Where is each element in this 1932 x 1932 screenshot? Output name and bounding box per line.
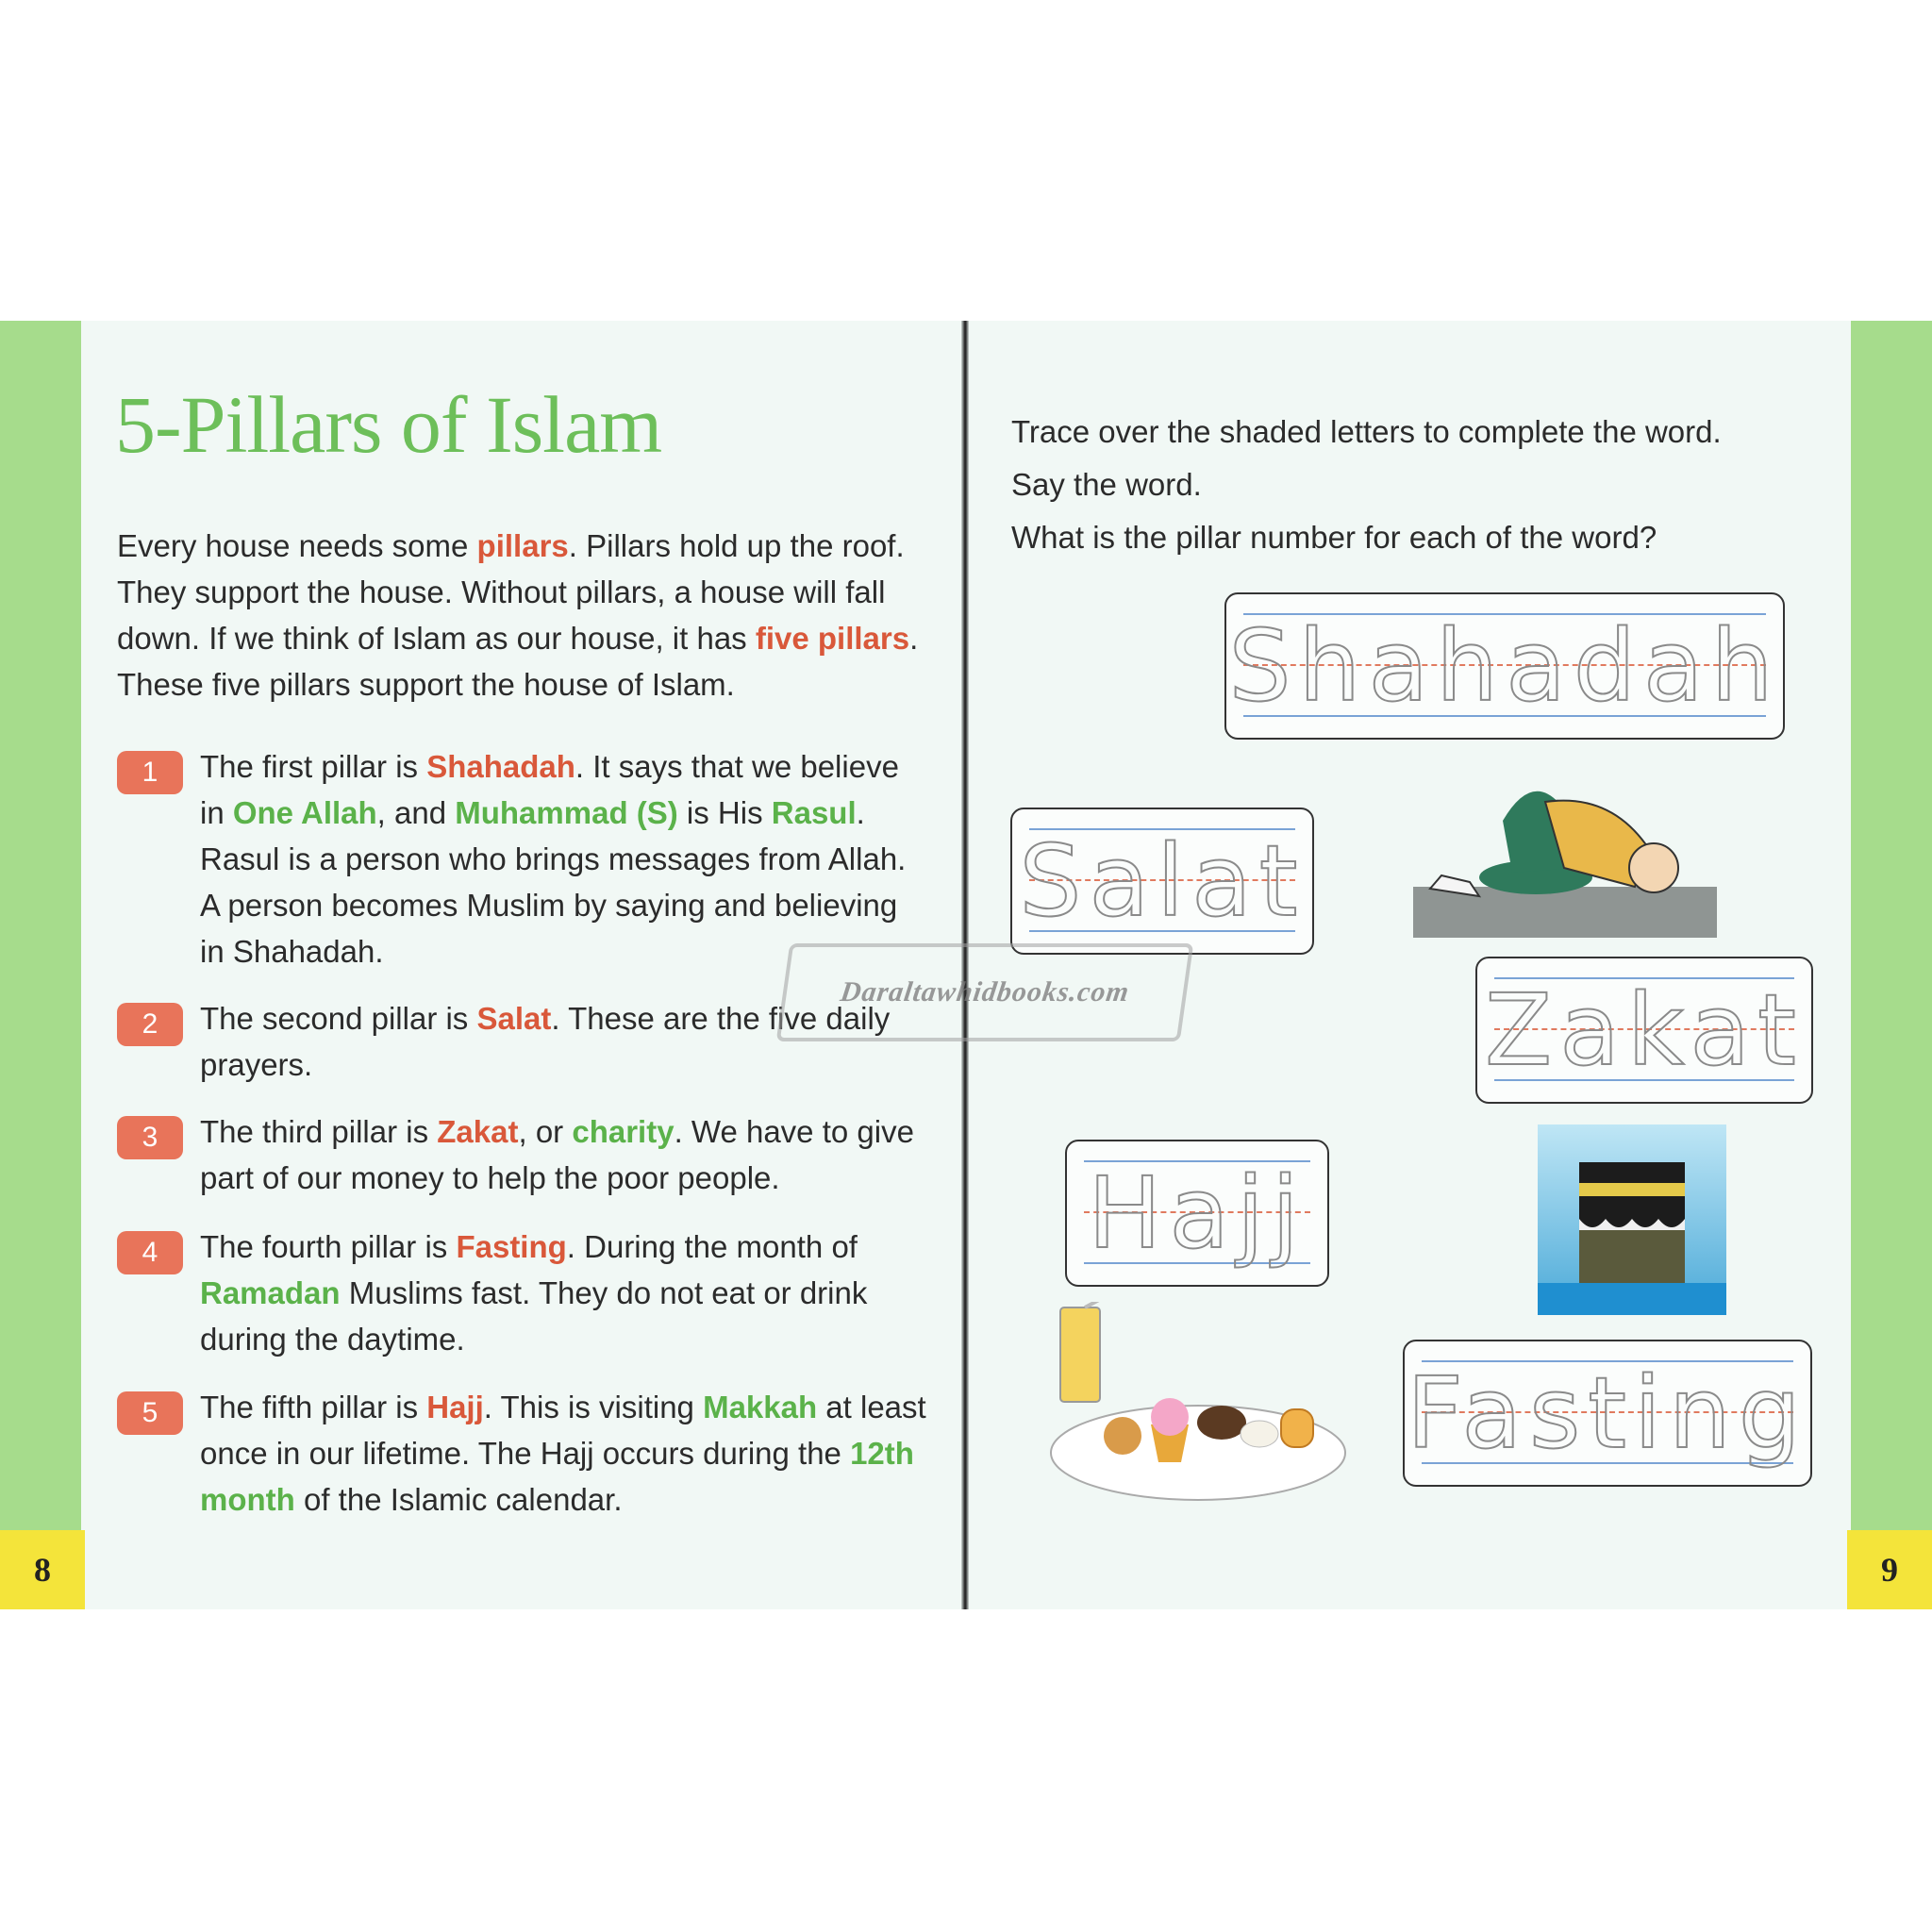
pillar-number-badge: 5 [117,1391,183,1435]
body-text: . Pillars hold up the roof. They support the house. Without pillars, a house will fall down. If we think of Islam as our house, it has [117,528,905,656]
body-text: , and [376,795,456,830]
body-text: Muslims fast. They do not eat or drink during the daytime. [200,1275,868,1357]
pillar-number-badge: 2 [117,1003,183,1046]
body-text: . We have to give part of our money to help the poor people. [200,1114,914,1195]
pillar-text [200,743,928,974]
highlight-term: Hajj [426,1390,484,1424]
highlight-term: One Allah [232,795,377,830]
prayer-mat [1413,887,1717,938]
ground-area [1538,1283,1726,1315]
pillar-text [200,1384,928,1523]
page-number-left: 8 [0,1530,85,1609]
intro-paragraph [117,523,928,708]
body-text: at least once in our lifetime. The Hajj occurs during the [200,1390,926,1471]
page-title: 5-Pillars of Islam [115,379,662,470]
trace-box-shahadah[interactable] [1224,592,1785,740]
pillar-text [200,1108,928,1201]
body-text: The second pillar is [200,1001,477,1036]
instruction-line: What is the pillar number for each of the word? [1011,520,1657,555]
instruction-line: Say the word. [1011,467,1202,502]
highlight-term: Zakat [437,1114,519,1149]
instruction-line: Trace over the shaded letters to complete the word. [1011,414,1722,449]
highlight-term: Makkah [703,1390,818,1424]
highlight-term: Shahadah [426,749,575,784]
body-text: , or [518,1114,573,1149]
kaaba-illustration [1538,1124,1726,1315]
body-text: is His [677,795,772,830]
instructions [1011,406,1841,564]
pillar-number-badge: 3 [117,1116,183,1159]
body-text: The fifth pillar is [200,1390,427,1424]
head-shape [1629,843,1678,892]
body-text: . This is visiting [483,1390,704,1424]
left-margin-strip [0,321,81,1609]
bread-roll [1104,1417,1141,1455]
body-text: The third pillar is [200,1114,438,1149]
body-text: . These are the five daily prayers. [200,1001,891,1082]
kaaba-gold-band [1579,1183,1685,1196]
dates-shape [1197,1406,1246,1440]
swiss-roll-shape [1281,1409,1313,1447]
kaaba-base [1579,1230,1685,1283]
body-text: . It says that we believe in [200,749,899,830]
highlight-term: Muhammad (S) [455,795,678,830]
body-text: of the Islamic calendar. [294,1482,623,1517]
highlight-term: Rasul [771,795,857,830]
straw-shape [1085,1302,1113,1307]
pillar-item-4 [117,1224,928,1362]
body-text: . Rasul is a person who brings messages from Allah. A person becomes Muslim by saying and believing in Shahadah. [200,795,907,969]
trace-word: Zakat [1485,973,1804,1088]
sweet-shape [1241,1421,1278,1447]
body-text: The fourth pillar is [200,1229,457,1264]
body-text: Every house needs some [117,528,477,563]
food-plate-illustration [1047,1302,1349,1509]
highlight-term: five pillars [755,621,910,656]
pillar-item-3 [117,1108,928,1201]
page-number-right: 9 [1847,1530,1932,1609]
trace-word: Shahadah [1228,608,1781,724]
juice-glass [1060,1307,1100,1402]
pillar-item-5 [117,1384,928,1523]
cupcake-frosting [1151,1398,1189,1436]
pillar-number-badge: 1 [117,751,183,794]
highlight-term: Ramadan [200,1275,341,1310]
pillar-number-badge: 4 [117,1231,183,1274]
highlight-term: charity [572,1114,675,1149]
book-spread [0,321,1932,1609]
body-text: . These five pillars support the house of Islam. [117,621,919,702]
pillar-text [200,1224,928,1362]
trace-box-fasting[interactable] [1403,1340,1812,1487]
highlight-term: Salat [476,1001,552,1036]
trace-box-hajj[interactable] [1065,1140,1329,1287]
body-text: . During the month of [566,1229,858,1264]
trace-word: Fasting [1407,1356,1808,1471]
highlight-term: 12th month [200,1436,914,1517]
body-text: The first pillar is [200,749,427,784]
highlight-term: Fasting [456,1229,567,1264]
right-margin-strip [1851,321,1932,1609]
praying-person-illustration [1413,764,1717,938]
trace-word: Salat [1019,824,1306,939]
highlight-term: pillars [476,528,569,563]
trace-box-salat[interactable] [1010,808,1314,955]
watermark: Daraltawhidbooks.com [776,943,1194,1041]
trace-word: Hajj [1088,1156,1307,1271]
pillar-item-1 [117,743,928,974]
trace-box-zakat[interactable] [1475,957,1813,1104]
